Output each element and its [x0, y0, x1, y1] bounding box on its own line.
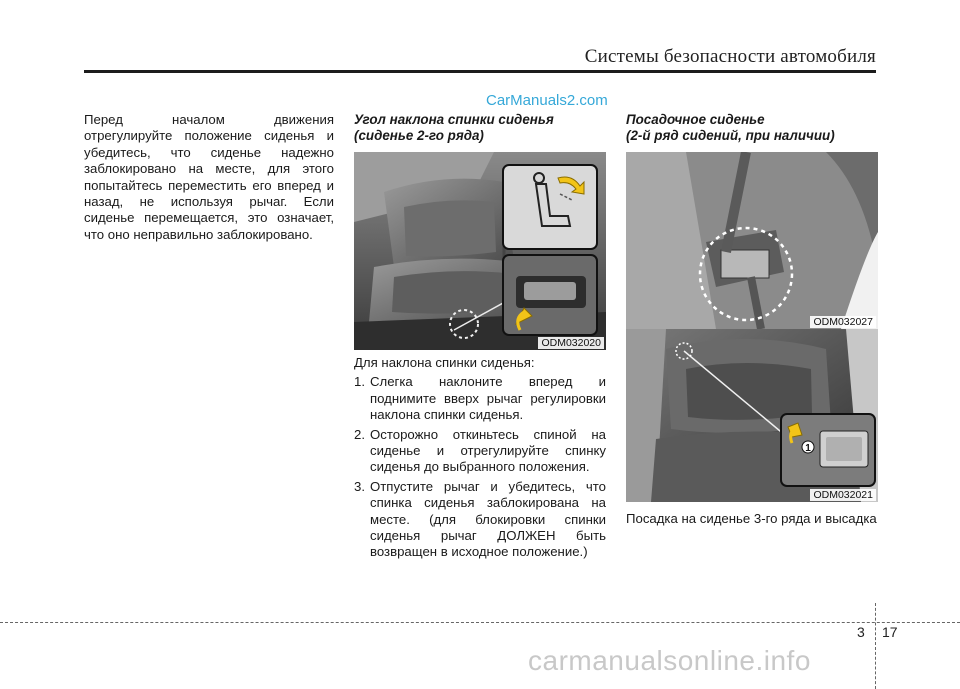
- lever-inset-icon: [502, 254, 598, 336]
- step-number: 3.: [354, 478, 365, 494]
- step-text: Осторожно откиньтесь спиной на сиденье и отрегулируйте спинку сиденья до выбранного положения.: [370, 426, 606, 475]
- recline-inset-icon: [502, 164, 598, 250]
- list-item: [354, 374, 606, 423]
- step-text: Отпустите рычаг и убедитесь, что спинка сиденья заблокирована на месте. (для блокировки спинки сиденья рычаг ДОЛЖЕН быть возвращен в исходное положение.): [370, 478, 606, 560]
- recline-instructions: [354, 355, 606, 564]
- chapter-number: 3: [857, 624, 865, 640]
- step-number: 1.: [354, 374, 365, 390]
- figure-code-boarding-top: ODM032027: [810, 316, 876, 328]
- recline-subtitle: (сиденье 2-го ряда): [354, 128, 484, 143]
- step-text: Слегка наклоните вперед и поднимите вверх рычаг регулировки наклона спинки сиденья.: [370, 374, 606, 423]
- boarding-subtitle: (2-й ряд сидений, при наличии): [626, 128, 835, 143]
- figure-code-recline: ODM032020: [538, 337, 604, 349]
- boarding-section-header: [626, 112, 878, 144]
- callout-number: 1: [805, 443, 811, 454]
- recline-steps: [354, 374, 606, 560]
- boarding-caption: Посадка на сиденье 3-го ряда и высадка: [626, 511, 877, 526]
- seat-belt-illustration: [626, 152, 878, 329]
- list-item: [354, 479, 606, 561]
- seat-lever-inset-icon: [780, 413, 876, 487]
- recline-lead: Для наклона спинки сиденья:: [354, 355, 535, 370]
- boarding-figure-top: [626, 152, 878, 329]
- footer-divider: [875, 603, 876, 689]
- intro-paragraph: Перед началом движения отрегулируйте положение сиденья и убедитесь, что сиденье надежно заблокировано на месте, для этого попытайтесь переместить его вперед и назад, не используя рычаг. Если сиденье перемещается, это означает, что оно неправильно заблокировано.: [84, 112, 334, 242]
- boarding-title: Посадочное сиденье: [626, 112, 765, 127]
- page-number: 17: [882, 624, 898, 640]
- recline-section-header: [354, 112, 606, 144]
- list-item: [354, 427, 606, 476]
- recline-figure: [354, 152, 606, 350]
- header-rule: [84, 70, 876, 73]
- recline-title: Угол наклона спинки сиденья: [354, 112, 554, 127]
- figure-code-boarding-bottom: ODM032021: [810, 489, 876, 501]
- watermark-top: CarManuals2.com: [486, 92, 608, 109]
- running-header: Системы безопасности автомобиля: [584, 46, 876, 67]
- boarding-figure-bottom: [626, 329, 878, 502]
- step-number: 2.: [354, 426, 365, 442]
- watermark-bottom: carmanualsonline.info: [528, 645, 811, 676]
- footer-rule: [0, 622, 960, 623]
